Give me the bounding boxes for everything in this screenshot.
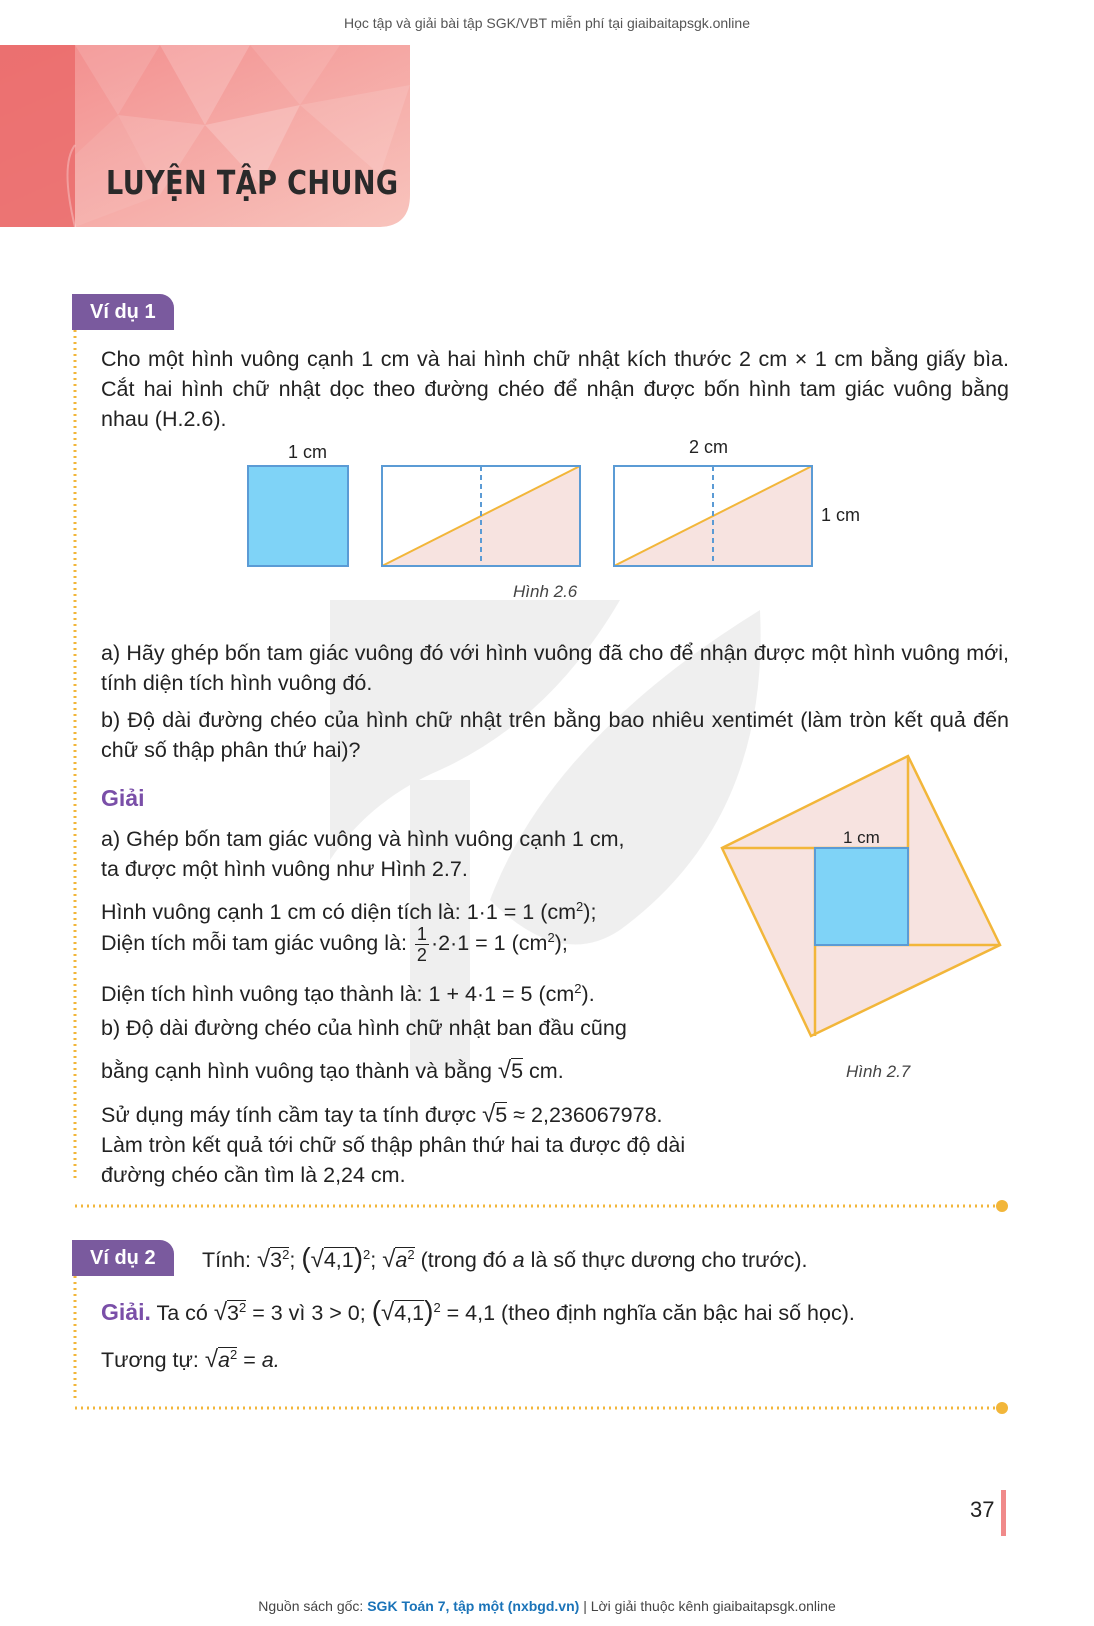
sol-line5: Diện tích hình vuông tạo thành là: 1 + 4·1 = 5 $(cm^2)$. bbox=[101, 981, 595, 1007]
sol-b-line2: bằng cạnh hình vuông tạo thành và bằng √5 cm. bbox=[101, 1057, 564, 1084]
sol-c-line1: Sử dụng máy tính cầm tay ta tính được √5 ≈ 2,236067978. bbox=[101, 1101, 663, 1128]
sol-line4: Diện tích mỗi tam giác vuông là: $\frac{1}{2}$ ·2·1 = 1 $(cm^2)$; bbox=[101, 923, 568, 965]
figure-2-6 bbox=[240, 460, 820, 570]
example2-similar: Tương tự: $√a^2 = a$. bbox=[101, 1346, 280, 1374]
example1-solution-heading: Giải bbox=[101, 785, 145, 811]
example1-intro: Cho một hình vuông cạnh 1 cm và hai hình chữ nhật kích thước 2 cm × 1 cm bằng giấy bìa. Cắt hai hình chữ nhật dọc theo đường chéo để nhận được bốn hình tam giác vuông bằng nhau (H.2.6). bbox=[101, 347, 1009, 431]
fraction-one-half: $\frac{1}{2}$ bbox=[416, 923, 427, 965]
footer-source: Nguồn sách gốc: SGK Toán 7, tập một (nxbgd.vn) | Lời giải thuộc kênh giaibaitapsgk.online bbox=[258, 1598, 836, 1614]
fig26-rect-2 bbox=[614, 466, 812, 566]
example2-solution: Giải. Ta có $√3^2 = 3$ vì 3 > 0; $(√4,1)^2 = 4,1$ (theo định nghĩa căn bậc hai số học). bbox=[101, 1295, 855, 1327]
fig27-label: 1 cm bbox=[843, 828, 880, 847]
example2-dotted-bottom bbox=[72, 1402, 1012, 1418]
sol-c-line2: Làm tròn kết quả tới chữ số thập phân thứ hai ta được độ dài bbox=[101, 1133, 686, 1157]
figure-2-7 bbox=[718, 752, 1008, 1042]
example2-tag: Ví dụ 2 bbox=[72, 1240, 174, 1276]
example1-tag: Ví dụ 1 bbox=[72, 294, 174, 330]
example2-dotted-left bbox=[72, 1258, 78, 1402]
fig27-inner-square bbox=[815, 848, 908, 945]
footer-book-link[interactable]: SGK Toán 7, tập một (nxbgd.vn) bbox=[367, 1598, 580, 1614]
example1-dotted-bottom bbox=[72, 1200, 1012, 1216]
sol-b-line1: b) Độ dài đường chéo của hình chữ nhật ban đầu cũng bbox=[101, 1016, 627, 1040]
example1-dotted-left bbox=[72, 318, 78, 1180]
fig26-label-square: 1 cm bbox=[288, 442, 328, 462]
sol-a-line1: a) Ghép bốn tam giác vuông và hình vuông cạnh 1 cm, bbox=[101, 827, 625, 851]
page-number: 37 bbox=[970, 1497, 995, 1522]
example1-question-a: a) Hãy ghép bốn tam giác vuông đó với hình vuông đã cho để nhận được một hình vuông mới, tính diện tích hình vuông đó. bbox=[101, 641, 1009, 695]
fig27-caption: Hình 2.7 bbox=[846, 1062, 911, 1081]
sol-c-line3: đường chéo cần tìm là 2,24 cm. bbox=[101, 1163, 406, 1187]
sol-line3: Hình vuông cạnh 1 cm có diện tích là: 1·1 = 1 $(cm^2)$; bbox=[101, 899, 597, 925]
fig26-caption: Hình 2.6 bbox=[513, 582, 578, 601]
fig26-label-top: 2 cm bbox=[689, 437, 729, 457]
header-note: Học tập và giải bài tập SGK/VBT miễn phí tại giaibaitapsgk.online bbox=[344, 15, 750, 31]
example1-question-b: b) Độ dài đường chéo của hình chữ nhật trên bằng bao nhiêu xentimét (làm tròn kết quả đến chữ số thập phân thứ hai)? bbox=[101, 708, 1009, 762]
example2-task: Tính: $√3^2$; $(√4,1)^2$; $√a^2$ (trong đó a là số thực dương cho trước). bbox=[202, 1242, 808, 1274]
fig26-label-side: 1 cm bbox=[821, 505, 861, 525]
sol-a-line2: ta được một hình vuông như Hình 2.7. bbox=[101, 857, 468, 881]
fig26-square bbox=[248, 466, 348, 566]
page-number-bar bbox=[1001, 1490, 1006, 1536]
page-title: LUYỆN TẬP CHUNG bbox=[106, 163, 399, 202]
fig26-rect-1 bbox=[382, 466, 580, 566]
